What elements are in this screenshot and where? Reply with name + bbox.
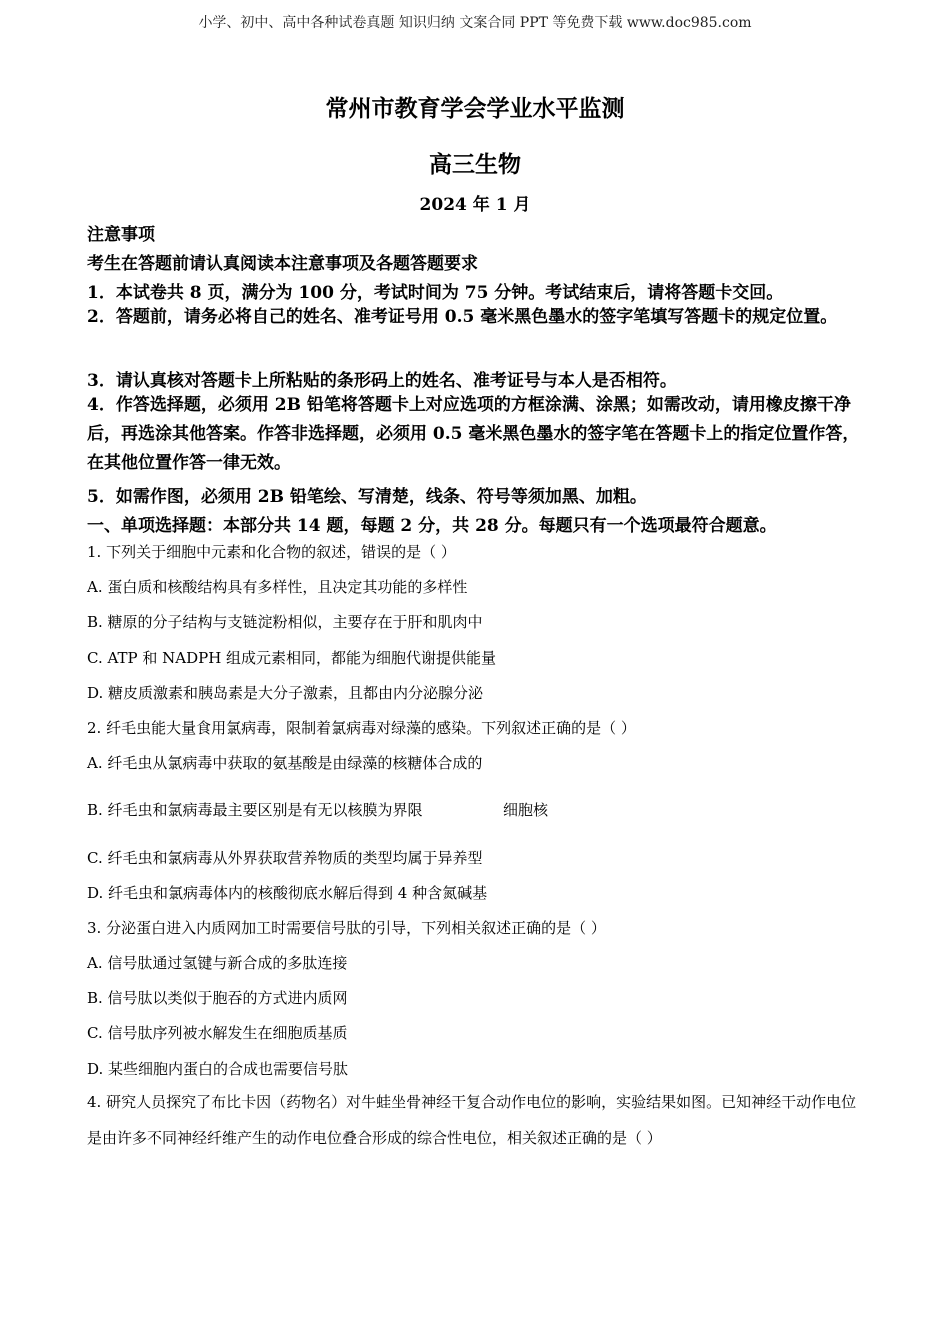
question-2-option-c: C. 纤毛虫和氯病毒从外界获取营养物质的类型均属于异养型 <box>87 849 483 867</box>
exam-date: 2024 年 1 月 <box>419 195 531 215</box>
question-3-option-d: D. 某些细胞内蛋白的合成也需要信号肽 <box>87 1060 349 1078</box>
question-2-stem: 2. 纤毛虫能大量食用氯病毒，限制着氯病毒对绿藻的感染。下列叙述正确的是（ ） <box>87 719 636 737</box>
notice-item-2: 2．答题前，请务必将自己的姓名、准考证号用 0.5 毫米黑色墨水的签字笔填写答题卡的规定位置。 <box>87 307 838 327</box>
notice-heading: 注意事项 <box>87 225 155 245</box>
question-1-option-d: D. 糖皮质激素和胰岛素是大分子激素，且都由内分泌腺分泌 <box>87 684 484 702</box>
notice-item-4: 4．作答选择题，必须用 2B 铅笔将答题卡上对应选项的方框涂满、涂黑；如需改动，请用橡皮擦干净后，再选涂其他答案。作答非选择题，必须用 0.5 毫米黑色墨水的签字笔在答题卡上的指定位置作答，在其他位置作答一律无效。 <box>87 395 860 473</box>
question-2-option-b-tail: 细胞核 <box>503 801 549 819</box>
notice-item-1: 1．本试卷共 8 页，满分为 100 分，考试时间为 75 分钟。考试结束后，请将答题卡交回。 <box>87 283 784 303</box>
notice-intro: 考生在答题前请认真阅读本注意事项及各题答题要求 <box>87 254 478 274</box>
question-2-option-b: B. 纤毛虫和氯病毒最主要区别是有无以核膜为界限 <box>87 801 423 819</box>
question-2-option-d: D. 纤毛虫和氯病毒体内的核酸彻底水解后得到 4 种含氮碱基 <box>87 884 488 902</box>
question-1-stem: 1. 下列关于细胞中元素和化合物的叙述，错误的是（ ） <box>87 543 456 561</box>
question-3-option-b: B. 信号肽以类似于胞吞的方式进内质网 <box>87 989 348 1007</box>
question-4-stem: 4. 研究人员探究了布比卡因（药物名）对牛蛙坐骨神经干复合动作电位的影响，实验结果如图。已知神经干动作电位是由许多不同神经纤维产生的动作电位叠合形成的综合性电位，相关叙述正确的是（ ） <box>87 1093 857 1147</box>
question-3-option-a: A. 信号肽通过氢键与新合成的多肽连接 <box>87 954 348 972</box>
question-2-option-a: A. 纤毛虫从氯病毒中获取的氨基酸是由绿藻的核糖体合成的 <box>87 754 483 772</box>
notice-item-3: 3．请认真核对答题卡上所粘贴的条形码上的姓名、准考证号与本人是否相符。 <box>87 371 677 391</box>
question-1-option-b: B. 糖原的分子结构与支链淀粉相似，主要存在于肝和肌肉中 <box>87 613 483 631</box>
question-3-option-c: C. 信号肽序列被水解发生在细胞质基质 <box>87 1024 348 1042</box>
section-heading: 一、单项选择题：本部分共 14 题，每题 2 分，共 28 分。每题只有一个选项最符合题意。 <box>87 516 777 536</box>
site-banner: 小学、初中、高中各种试卷真题 知识归纳 文案合同 PPT 等免费下载 www.doc985.com <box>198 15 752 31</box>
exam-subject: 高三生物 <box>429 151 521 178</box>
question-3-stem: 3. 分泌蛋白进入内质网加工时需要信号肽的引导，下列相关叙述正确的是（ ） <box>87 919 606 937</box>
exam-title: 常州市教育学会学业水平监测 <box>325 95 625 122</box>
question-1-option-c: C. ATP 和 NADPH 组成元素相同，都能为细胞代谢提供能量 <box>87 649 497 667</box>
notice-item-5: 5．如需作图，必须用 2B 铅笔绘、写清楚，线条、符号等须加黑、加粗。 <box>87 487 647 507</box>
question-1-option-a: A. 蛋白质和核酸结构具有多样性，且决定其功能的多样性 <box>87 578 468 596</box>
